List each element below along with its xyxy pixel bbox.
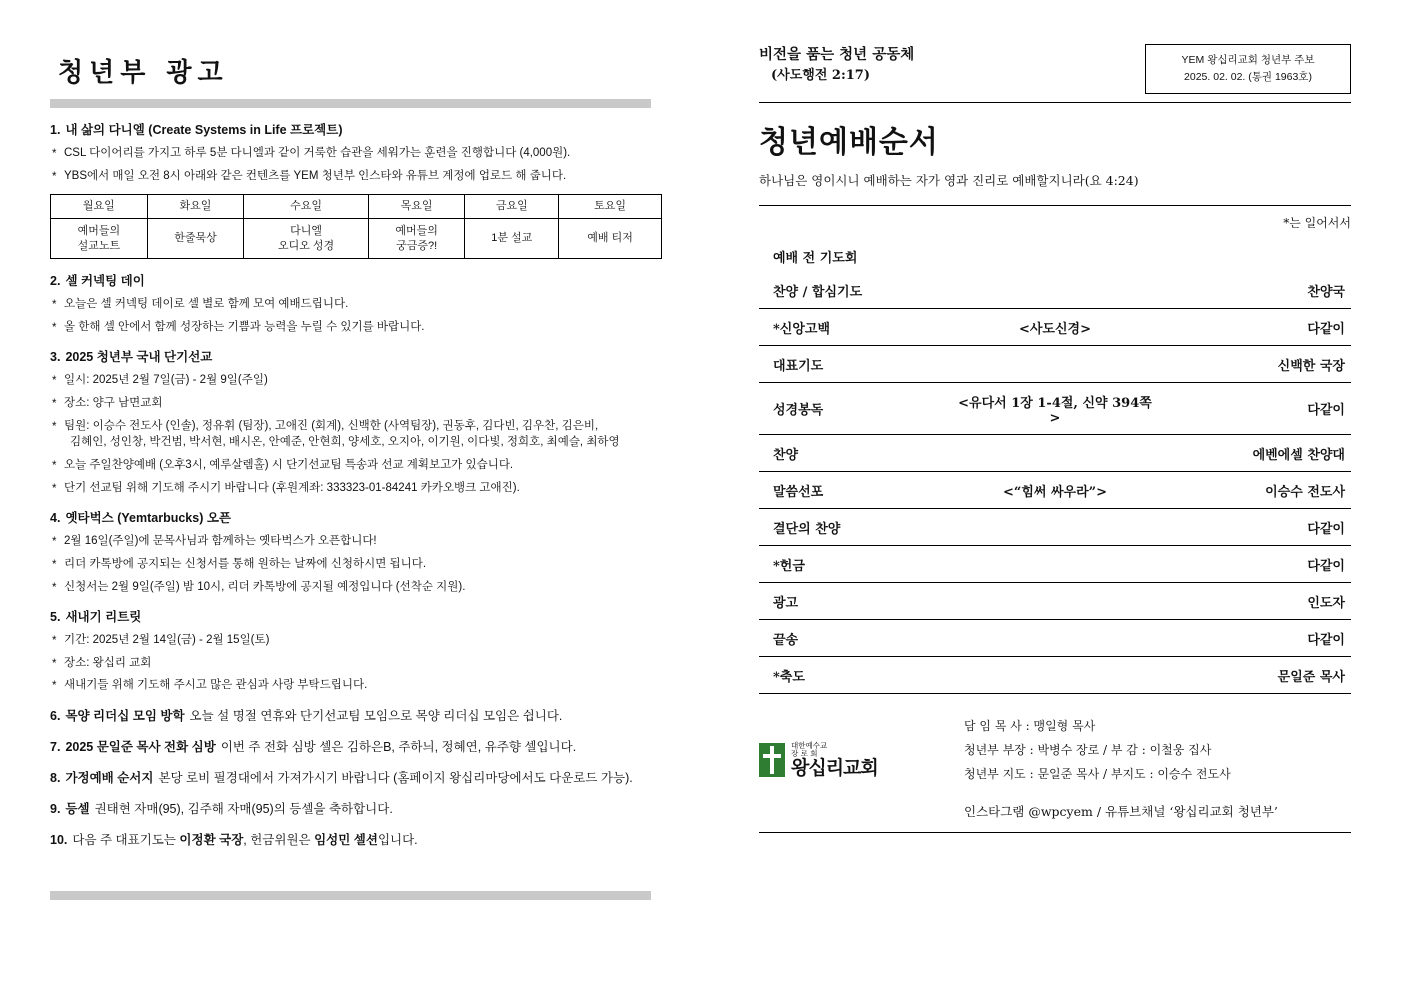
section-bullet: * 단기 선교팀 위해 기도해 주시기 바랍니다 (후원계좌: 333323-01-84241 카카오뱅크 고애진). bbox=[50, 480, 651, 497]
section-number: 5. bbox=[50, 610, 61, 625]
table-row bbox=[51, 195, 662, 219]
announcement-section bbox=[50, 739, 651, 756]
order-item-name: *헌금 bbox=[759, 545, 954, 582]
pre-service-prayer-heading: 예배 전 기도회 bbox=[773, 250, 858, 266]
weekly-content-table bbox=[50, 194, 662, 259]
section-title: 등셀 bbox=[65, 801, 90, 816]
section-bullet: * 올 한해 셀 안에서 함께 성장하는 기쁨과 능력을 누릴 수 있기를 바랍니다. bbox=[50, 319, 651, 336]
announcement-section bbox=[50, 349, 651, 496]
table-cell: 예머들의 설교노트 bbox=[51, 219, 148, 259]
order-top-rule bbox=[759, 205, 1351, 206]
section-note: 본당 로비 필경대에서 가져가시기 바랍니다 (홈페이지 왕십리마당에서도 다운로드 가능). bbox=[158, 770, 633, 785]
table-cell: 예배 티저 bbox=[559, 219, 662, 259]
divider-top bbox=[50, 99, 651, 108]
order-row bbox=[759, 545, 1351, 582]
logo-church-name: 왕십리교회 bbox=[791, 757, 878, 780]
masthead bbox=[759, 44, 1351, 94]
section-heading bbox=[50, 122, 651, 139]
announcement-section bbox=[50, 609, 651, 694]
order-item-leader: 다같이 bbox=[1156, 545, 1351, 582]
vision-line-2: (사도행전 2:17) bbox=[771, 67, 870, 83]
section-number: 8. bbox=[50, 770, 61, 785]
table-header-cell: 금요일 bbox=[465, 195, 559, 219]
staff-line: 청년부 지도 : 문일준 목사 / 부지도 : 이승수 전도사 bbox=[964, 766, 1231, 781]
order-item-detail bbox=[954, 619, 1155, 656]
issue-stamp-line-2: 2025. 02. 02. (통권 1963호) bbox=[1184, 70, 1312, 83]
order-row bbox=[759, 272, 1351, 309]
announcement-section bbox=[50, 801, 651, 818]
section-bullet: * CSL 다이어리를 가지고 하루 5분 다니엘과 같이 거룩한 습관을 세워가는 훈련을 진행합니다 (4,000원). bbox=[50, 145, 651, 162]
vision-statement bbox=[759, 44, 914, 85]
issue-stamp bbox=[1145, 44, 1351, 94]
order-item-name: 성경봉독 bbox=[759, 382, 954, 434]
order-item-leader: 신백한 국장 bbox=[1156, 345, 1351, 382]
announcement-section bbox=[50, 832, 651, 849]
section-heading bbox=[50, 770, 651, 787]
table-cell: 한줄묵상 bbox=[147, 219, 244, 259]
section-heading bbox=[50, 739, 651, 756]
section-bullet: * 2월 16일(주일)에 문목사님과 함께하는 옛타벅스가 오픈합니다! bbox=[50, 533, 651, 550]
announcement-section bbox=[50, 510, 651, 595]
order-item-leader: 다같이 bbox=[1156, 382, 1351, 434]
announcement-section bbox=[50, 708, 651, 725]
section-bullet: * 일시: 2025년 2월 7일(금) - 2월 9일(주일) bbox=[50, 372, 651, 389]
table-cell: 예머들의 궁금증?! bbox=[368, 219, 465, 259]
order-item-leader: 다같이 bbox=[1156, 308, 1351, 345]
order-item-leader: 다같이 bbox=[1156, 619, 1351, 656]
page-title: 청년부 광고 bbox=[58, 58, 229, 88]
announcement-section bbox=[50, 770, 651, 787]
table-header-cell: 화요일 bbox=[147, 195, 244, 219]
section-title: 목양 리더십 모임 방학 bbox=[65, 709, 185, 724]
order-row bbox=[759, 434, 1351, 471]
order-item-detail bbox=[954, 656, 1155, 693]
order-item-leader: 다같이 bbox=[1156, 508, 1351, 545]
order-item-name: 광고 bbox=[759, 582, 954, 619]
order-item-detail bbox=[954, 545, 1155, 582]
order-item-leader: 문일준 목사 bbox=[1156, 656, 1351, 693]
theme-verse: 하나님은 영이시니 예배하는 자가 영과 진리로 예배할지니라(요 4:24) bbox=[759, 172, 1139, 188]
section-heading bbox=[50, 801, 651, 818]
table-header-cell: 월요일 bbox=[51, 195, 148, 219]
section-bullet: * 리더 카톡방에 공지되는 신청서를 통해 원하는 날짜에 신청하시면 됩니다. bbox=[50, 556, 651, 573]
order-item-detail: <“힘써 싸우라”> bbox=[954, 471, 1155, 508]
section-number: 2. bbox=[50, 274, 61, 289]
staff-line: 청년부 부장 : 박병수 장로 / 부 감 : 이철웅 집사 bbox=[964, 742, 1212, 757]
section-heading bbox=[50, 832, 651, 849]
worship-order-table bbox=[759, 272, 1351, 694]
cross-icon bbox=[759, 743, 785, 777]
section-bullet: * 신청서는 2월 9일(주일) 밤 10시, 리더 카톡방에 공지될 예정입니다 (선착순 지원). bbox=[50, 579, 651, 596]
section-bullet: * 장소: 양구 남면교회 bbox=[50, 395, 651, 412]
section-bullet: * 기간: 2025년 2월 14일(금) - 2월 15일(토) bbox=[50, 632, 651, 649]
order-row bbox=[759, 382, 1351, 434]
worship-order-title: 청년예배순서 bbox=[759, 124, 939, 160]
section-title: 셀 커넥팅 데이 bbox=[65, 274, 145, 289]
table-cell: 다니엘 오디오 성경 bbox=[244, 219, 368, 259]
section-title: 2025 청년부 국내 단기선교 bbox=[65, 350, 213, 365]
issue-stamp-line-1: YEM 왕십리교회 청년부 주보 bbox=[1181, 54, 1315, 66]
staff-list bbox=[964, 714, 1351, 786]
section-bullet: * 팀원: 이승수 전도사 (인솔), 정유휘 (팀장), 고애진 (회계), 신백한 (사역팀장), 권동후, 김다빈, 김우찬, 김은비, 김혜인, 성인창, 박건범, 박서현, 배시온, 안예준, 안현희, 양세호, 오지아, 이기원, 이다빛, 정희호, 최예슬, 최하영 bbox=[50, 418, 651, 451]
order-item-name: *축도 bbox=[759, 656, 954, 693]
order-item-name: 끝송 bbox=[759, 619, 954, 656]
staff-line: 담 임 목 사 : 맹일형 목사 bbox=[964, 718, 1096, 733]
order-row bbox=[759, 308, 1351, 345]
table-cell: 1분 설교 bbox=[465, 219, 559, 259]
section-bullet: * 새내기들 위해 기도해 주시고 많은 관심과 사랑 부탁드립니다. bbox=[50, 677, 651, 694]
section-title: 가정예배 순서지 bbox=[65, 770, 154, 785]
section-heading bbox=[50, 708, 651, 725]
order-item-leader: 인도자 bbox=[1156, 582, 1351, 619]
order-item-name: *신앙고백 bbox=[759, 308, 954, 345]
section-title: 내 삶의 다니엘 (Create Systems in Life 프로젝트) bbox=[65, 123, 343, 137]
order-item-detail bbox=[954, 345, 1155, 382]
section-number: 7. bbox=[50, 740, 61, 754]
order-row bbox=[759, 471, 1351, 508]
section-number: 9. bbox=[50, 801, 61, 816]
order-item-leader: 이승수 전도사 bbox=[1156, 471, 1351, 508]
order-item-leader: 에벤에셀 찬양대 bbox=[1156, 434, 1351, 471]
table-header-cell: 토요일 bbox=[559, 195, 662, 219]
masthead-rule bbox=[759, 102, 1351, 103]
social-media-line: 인스타그램 @wpcyem / 유튜브채널 ‘왕십리교회 청년부’ bbox=[964, 803, 1278, 819]
section-number: 10. bbox=[50, 832, 68, 847]
order-row bbox=[759, 508, 1351, 545]
order-row bbox=[759, 582, 1351, 619]
order-row bbox=[759, 619, 1351, 656]
logo-denomination: 대한예수교 장 로 회 bbox=[791, 740, 828, 758]
order-row bbox=[759, 656, 1351, 693]
section-note: 이번 주 전화 심방 셀은 김하은B, 주하늬, 정혜연, 유주향 셀입니다. bbox=[220, 740, 577, 754]
section-note: 권태현 자매(95), 김주해 자매(95)의 등셀을 축하합니다. bbox=[94, 801, 393, 816]
announcements-column bbox=[0, 0, 701, 992]
order-item-leader: 찬양국 bbox=[1156, 272, 1351, 309]
divider-bottom bbox=[50, 891, 651, 900]
order-item-detail bbox=[954, 434, 1155, 471]
table-header-cell: 목요일 bbox=[368, 195, 465, 219]
section-title: 2025 문일준 목사 전화 심방 bbox=[65, 740, 216, 754]
church-logo bbox=[759, 714, 964, 779]
section-bullet: * 장소: 왕십리 교회 bbox=[50, 655, 651, 672]
announcement-section bbox=[50, 273, 651, 335]
table-header-cell: 수요일 bbox=[244, 195, 368, 219]
section-note: 다음 주 대표기도는 이정환 국장, 헌금위원은 임성민 셀션입니다. bbox=[72, 832, 418, 847]
footer-rule bbox=[759, 832, 1351, 833]
order-item-detail bbox=[954, 508, 1155, 545]
order-item-detail: <사도신경> bbox=[954, 308, 1155, 345]
order-item-name: 찬양 / 합심기도 bbox=[759, 272, 954, 309]
section-heading bbox=[50, 609, 651, 626]
section-heading bbox=[50, 273, 651, 290]
section-bullet: * YBS에서 매일 오전 8시 아래와 같은 컨텐츠를 YEM 청년부 인스타와 유튜브 계정에 업로드 해 줍니다. bbox=[50, 168, 651, 185]
section-number: 1. bbox=[50, 123, 61, 137]
section-title: 옛타벅스 (Yemtarbucks) 오픈 bbox=[65, 511, 231, 526]
stand-note: *는 일어서서 bbox=[1283, 215, 1351, 230]
section-number: 4. bbox=[50, 511, 61, 526]
table-row bbox=[51, 219, 662, 259]
section-bullet: * 오늘은 셀 커넥팅 데이로 셀 별로 함께 모여 예배드립니다. bbox=[50, 296, 651, 313]
section-heading bbox=[50, 510, 651, 527]
worship-order-column bbox=[701, 0, 1403, 992]
section-number: 6. bbox=[50, 709, 61, 724]
section-bullet: * 오늘 주일찬양예배 (오후3시, 예루살렘홀) 시 단기선교팀 특송과 선교 계획보고가 있습니다. bbox=[50, 457, 651, 474]
order-item-name: 말씀선포 bbox=[759, 471, 954, 508]
order-item-name: 찬양 bbox=[759, 434, 954, 471]
announcement-section bbox=[50, 122, 651, 259]
section-heading bbox=[50, 349, 651, 366]
order-item-detail bbox=[954, 582, 1155, 619]
order-item-name: 대표기도 bbox=[759, 345, 954, 382]
footer-info bbox=[759, 714, 1351, 786]
section-note: 오늘 설 명절 연휴와 단기선교팀 모임으로 목양 리더십 모임은 쉽니다. bbox=[189, 709, 563, 724]
section-title: 새내기 리트릿 bbox=[65, 610, 142, 625]
order-row bbox=[759, 345, 1351, 382]
announcement-sections bbox=[50, 122, 651, 849]
order-item-detail: <유다서 1장 1-4절, 신약 394쪽> bbox=[954, 382, 1155, 434]
order-item-name: 결단의 찬양 bbox=[759, 508, 954, 545]
vision-line-1: 비전을 품는 청년 공동체 bbox=[759, 46, 915, 63]
section-number: 3. bbox=[50, 350, 61, 365]
order-item-detail bbox=[954, 272, 1155, 309]
